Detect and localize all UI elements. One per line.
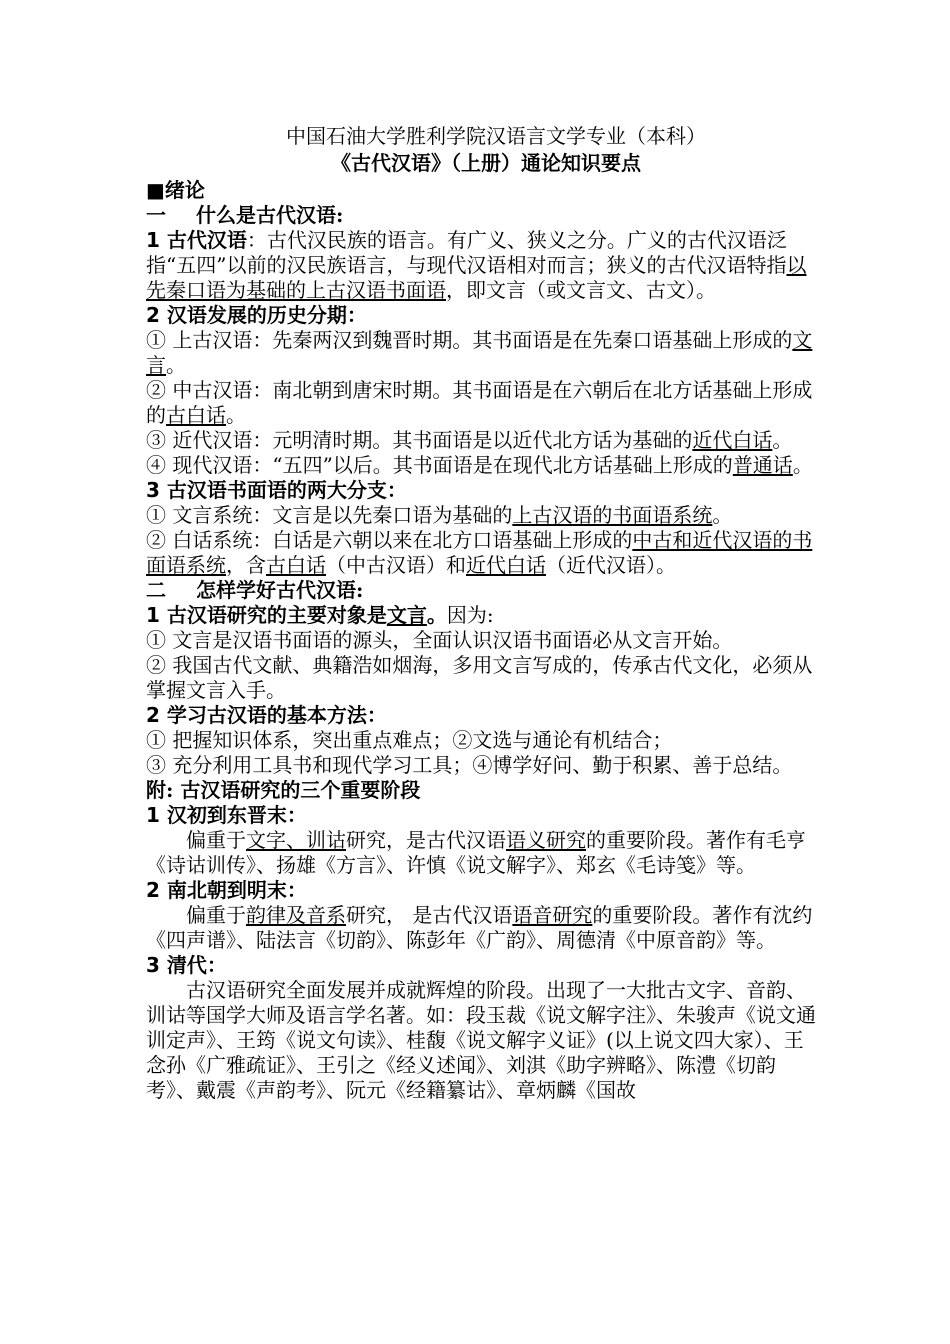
document-subtitle: 中国石油大学胜利学院汉语言文学专业（本科） bbox=[286, 124, 706, 148]
item-label: 1 古代汉语 bbox=[146, 228, 247, 252]
stage-paragraph-3: 古汉语研究全面发展并成就辉煌的阶段。出现了一大批古文字、音韵、训诂等国学大师及语言学名著。如：段玉裁《说文解字注》、朱骏声《说文通训定声》、王筠《说文句读》、桂馥《说文解字义证》(以上说文四大家）、王念孙《广雅疏证》、王引之《经义述闻》、刘淇《助字辨略》、陈澧《切韵考》、戴震《声韵考》、阮元《经籍纂诂》、章炳麟《国故 bbox=[146, 978, 816, 1102]
item-heading-history-periods: 2 汉语发展的历史分期： bbox=[146, 303, 367, 327]
list-item: ② 中古汉语：南北朝到唐宋时期。其书面语是在六朝后在北方话基础上形成的古白话。 bbox=[146, 378, 813, 427]
item-heading-two-branches: 3 古汉语书面语的两大分支： bbox=[146, 478, 407, 502]
stage-paragraph-2: 偏重于韵律及音系研究， 是古代汉语语音研究的重要阶段。著作有沈约《四声谱》、陆法言《切韵》、陈彭年《广韵》、周德清《中原音韵》等。 bbox=[146, 903, 813, 952]
paragraph-ancient-chinese-definition: 1 古代汉语：古代汉民族的语言。有广义、狭义之分。广义的古代汉语泛指“五四”以前的汉民族语言，与现代汉语相对而言；狭义的古代汉语特指以先秦口语为基础的上古汉语书面语，即文言（或文言文、古文）。 bbox=[146, 228, 807, 302]
list-item: ① 把握知识体系，突出重点难点；②文选与通论有机结合； bbox=[146, 728, 673, 752]
part-title: 怎样学好古代汉语: bbox=[196, 578, 364, 602]
document-title: 《古代汉语》（上册）通论知识要点 bbox=[331, 151, 641, 175]
list-item: ① 文言是汉语书面语的源头，全面认识汉语书面语必从文言开始。 bbox=[146, 628, 733, 652]
section-heading-intro: ■绪论 bbox=[146, 178, 205, 202]
stage-heading-1: 1 汉初到东晋末： bbox=[146, 803, 307, 827]
list-item: ① 文言系统：文言是以先秦口语为基础的上古汉语的书面语系统。 bbox=[146, 503, 733, 527]
part-number: 一 bbox=[146, 203, 166, 227]
list-item: ③ 近代汉语：元明清时期。其书面语是以近代北方话为基础的近代白话。 bbox=[146, 428, 793, 452]
stage-paragraph-1: 偏重于文字、训诂研究，是古代汉语语义研究的重要阶段。著作有毛亨《诗诂训传》、扬雄《方言》、许慎《说文解字》、郑玄《毛诗笺》等。 bbox=[146, 828, 806, 877]
appendix-heading: 附: 古汉语研究的三个重要阶段 bbox=[146, 778, 421, 802]
part-heading-2 bbox=[146, 578, 816, 603]
list-item: ① 上古汉语：先秦两汉到魏晋时期。其书面语是在先秦口语基础上形成的文言。 bbox=[146, 328, 813, 377]
part-number: 二 bbox=[146, 578, 166, 602]
list-item: ③ 充分利用工具书和现代学习工具；④博学好问、勤于积累、善于总结。 bbox=[146, 753, 793, 777]
list-item: ② 白话系统：白话是六朝以来在北方口语基础上形成的中古和近代汉语的书面语系统，含古白话（中古汉语）和近代白话（近代汉语）。 bbox=[146, 528, 813, 577]
item-heading-research-object: 1 古汉语研究的主要对象是文言。因为: bbox=[146, 603, 494, 627]
stage-heading-3: 3 清代： bbox=[146, 953, 227, 977]
part-heading-1 bbox=[146, 203, 816, 228]
part-title: 什么是古代汉语: bbox=[196, 203, 344, 227]
document-page bbox=[146, 124, 816, 1103]
item-heading-methods: 2 学习古汉语的基本方法： bbox=[146, 703, 387, 727]
stage-heading-2: 2 南北朝到明末： bbox=[146, 878, 307, 902]
list-item: ② 我国古代文献、典籍浩如烟海，多用文言写成的，传承古代文化，必须从掌握文言入手。 bbox=[146, 653, 813, 702]
list-item: ④ 现代汉语：“五四”以后。其书面语是在现代北方话基础上形成的普通话。 bbox=[146, 453, 813, 477]
